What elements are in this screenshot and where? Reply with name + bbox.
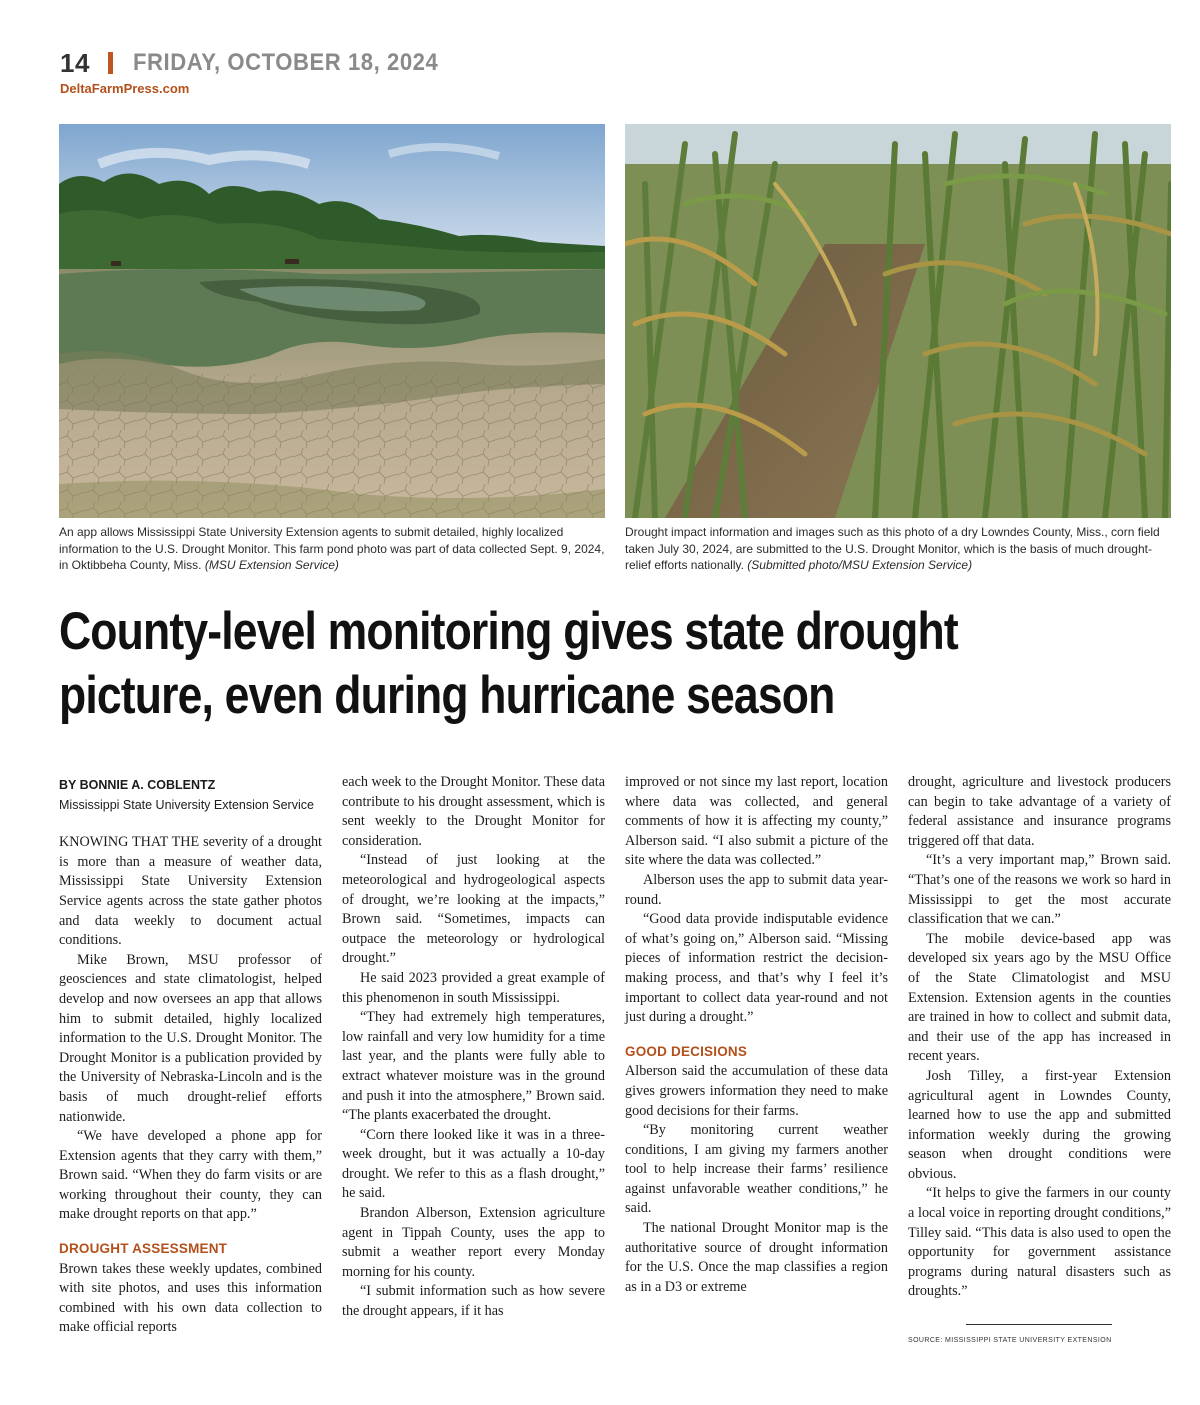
paragraph: “They had extremely high temperatures, low rainfall and very low humidity for a time last year, and the plants were fully able to extract whatever moisture was in the ground and push it into the atmosphere,” Brown said. “The plants exacerbated the drought. xyxy=(342,1009,605,1124)
paragraph: He said 2023 provided a great example of this phenomenon in south Mississippi. xyxy=(342,969,605,1006)
subhead-good-decisions: GOOD DECISIONS xyxy=(625,1043,748,1059)
source-divider xyxy=(966,1324,1112,1325)
byline: BY BONNIE A. COBLENTZ xyxy=(59,778,216,792)
corn-field-photo xyxy=(625,124,1171,518)
paragraph: “It helps to give the farmers in our county a local voice in reporting drought conditions,” Tilley said. “This data is also used to open the opportunity for government assistance programs during natural disasters such as droughts.” xyxy=(908,1185,1171,1300)
paragraph: “I submit information such as how severe the drought appears, if it has xyxy=(342,1283,605,1320)
paragraph: drought, agriculture and livestock producers can begin to take advantage of a variety of federal assistance and insurance programs triggered off that data. xyxy=(908,774,1171,849)
article-column-1 xyxy=(59,773,322,1338)
corn-photo-caption xyxy=(625,524,1173,574)
article-column-2 xyxy=(342,773,605,1322)
corn-caption-text: Drought impact information and images such as this photo of a dry Lowndes County, Miss., corn field taken July 30, 2024, are submitted to the U.S. Drought Monitor, which is the basis of much drought-relief efforts nationally. xyxy=(625,525,1160,572)
headline-line-2: picture, even during hurricane season xyxy=(59,666,835,725)
paragraph: each week to the Drought Monitor. These data contribute to his drought assessment, which is sent weekly to the Drought Monitor for consideration. xyxy=(342,774,605,849)
page-number: 14 xyxy=(60,47,90,78)
headline-line-1: County-level monitoring gives state drought xyxy=(59,602,958,661)
paragraph: “Instead of just looking at the meteorological and hydrogeological aspects of drought, we’re looking at the impacts,” Brown said. “Sometimes, impacts can outpace the meteorology or hydrological drought.” xyxy=(342,852,605,967)
page-header xyxy=(60,46,465,96)
paragraph: Alberson said the accumulation of these data gives growers information they need to make good decisions for their farms. xyxy=(625,1063,888,1119)
site-url[interactable]: DeltaFarmPress.com xyxy=(60,81,190,96)
pond-photo-caption xyxy=(59,524,607,574)
paragraph: Alberson uses the app to submit data year-round. xyxy=(625,871,888,908)
paragraph: “It’s a very important map,” Brown said. “That’s one of the reasons we work so hard in Mississippi to get the most accurate classification that we can.” xyxy=(908,852,1171,928)
paragraph: improved or not since my last report, location where data was collected, and general comments of how it is affecting my county,” Alberson said. “I also submit a picture of the site where the data was collected.” xyxy=(625,774,888,869)
paragraph: KNOWING THAT THE severity of a drought is more than a measure of weather data, Mississippi State University Extension Service agents across the state gather photos and data weekly to document actual conditions. xyxy=(59,834,322,949)
article-headline xyxy=(59,600,1000,728)
paragraph: Brown takes these weekly updates, combined with site photos, and uses this information combined with his own data collection to make official reports xyxy=(59,1260,322,1336)
header-divider xyxy=(108,52,113,74)
paragraph: “We have developed a phone app for Extension agents that they carry with them,” Brown said. “When they do farm visits or are working throughout their county, they can make drought reports on that app.” xyxy=(59,1128,322,1223)
article-column-4 xyxy=(908,773,1171,1351)
article-column-3 xyxy=(625,773,888,1297)
paragraph: Mike Brown, MSU professor of geosciences and state climatologist, helped develop and now oversees an app that allows him to submit detailed, highly localized information to the U.S. Drought Monitor. The Drought Monitor is a publication provided by the University of Nebraska-Lincoln and is the basis of much drought-relief efforts nationwide. xyxy=(59,951,322,1125)
byline-affiliation: Mississippi State University Extension Service xyxy=(59,797,314,812)
header-line xyxy=(60,46,465,80)
pond-caption-text: An app allows Mississippi State University Extension agents to submit detailed, highly localized information to the U.S. Drought Monitor. This farm pond photo was part of data collected Sept. 9, 2024, in Oktibbeha County, Miss. xyxy=(59,525,605,572)
paragraph: The mobile device-based app was developed six years ago by the MSU Office of the State Climatologist and MSU Extension. Extension agents in the counties are trained in how to collect and submit data, and their use of the app has increased in recent years. xyxy=(908,930,1171,1065)
pond-photo-credit: (MSU Extension Service) xyxy=(204,558,339,572)
corn-field-image xyxy=(625,124,1171,518)
paragraph: Josh Tilley, a first-year Extension agricultural agent in Lowndes County, learned how to use the app and submitted information weekly during the growing season when drought conditions were obvious. xyxy=(908,1067,1171,1182)
paragraph: “By monitoring current weather conditions, I am giving my farmers another tool to help increase their farms’ resilience against unfavorable weather conditions,” he said. xyxy=(625,1122,888,1217)
paragraph: “Corn there looked like it was in a three-week drought, but it was actually a 10-day drought. We refer to this as a flash drought,” he said. xyxy=(342,1126,605,1202)
farm-pond-photo xyxy=(59,124,605,518)
paragraph: The national Drought Monitor map is the authoritative source of drought information for the U.S. Once the map classifies a region as in a D3 or extreme xyxy=(625,1220,888,1295)
subhead-drought-assessment: DROUGHT ASSESSMENT xyxy=(59,1241,228,1257)
corn-photo-credit: (Submitted photo/MSU Extension Service) xyxy=(747,558,973,572)
source-note: SOURCE: MISSISSIPPI STATE UNIVERSITY EXTENSION xyxy=(908,1337,1112,1345)
paragraph: “Good data provide indisputable evidence of what’s going on,” Alberson said. “Missing pieces of information restrict the decision-making process, and that’s why I feel it’s important to collect data year-round and not just during a drought.” xyxy=(625,911,888,1026)
farm-pond-image xyxy=(59,124,605,518)
issue-date: FRIDAY, OCTOBER 18, 2024 xyxy=(132,49,439,76)
paragraph: Brandon Alberson, Extension agriculture agent in Tippah County, uses the app to submit a weather report every Monday morning for his county. xyxy=(342,1205,605,1280)
